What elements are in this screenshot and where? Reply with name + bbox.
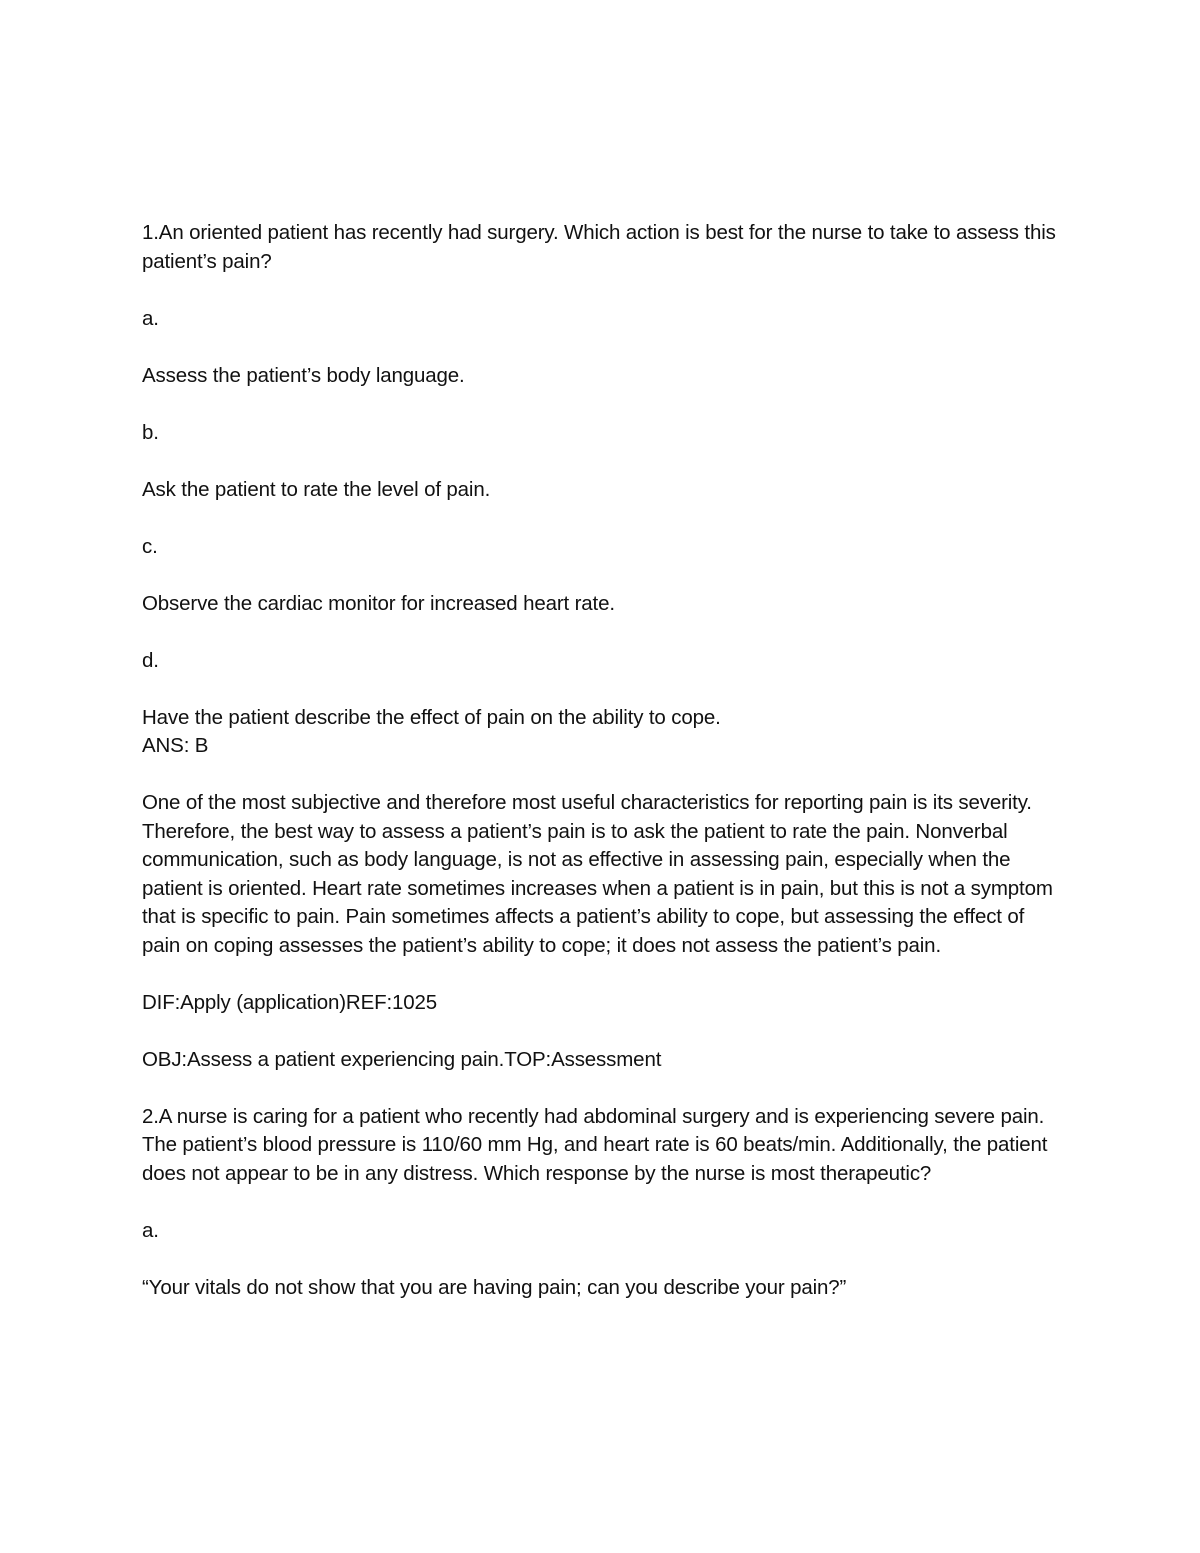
question-1-option-d-letter: d. [142, 648, 159, 672]
question-1-text: 1.An oriented patient has recently had surgery. Which action is best for the nurse to take to assess this patient’s pain? [142, 221, 1056, 273]
question-1-dif-ref: DIF:Apply (application)REF:1025 [142, 990, 438, 1014]
question-1-rationale: One of the most subjective and therefore most useful characteristics for reporting pain is its severity. Therefore, the best way to assess a patient’s pain is to ask the patient to rate the pain. Nonverbal communication, such as body language, is not as effective in assessing pain, especially when the patient is oriented. Heart rate sometimes increases when a patient is in pain, but this is not a symptom that is specific to pain. Pain sometimes affects a patient’s ability to cope, but assessing the effect of pain on coping assesses the patient’s ability to cope; it does not assess the patient’s pain. [142, 791, 1053, 957]
document-content [142, 219, 1062, 1331]
question-1-option-c-letter: c. [142, 534, 158, 558]
question-2-option-a-text: “Your vitals do not show that you are having pain; can you describe your pain?” [142, 1275, 847, 1299]
question-1-obj-top: OBJ:Assess a patient experiencing pain.TOP:Assessment [142, 1047, 662, 1071]
question-1-option-b-text: Ask the patient to rate the level of pain. [142, 477, 491, 501]
question-2-text: 2.A nurse is caring for a patient who recently had abdominal surgery and is experiencing severe pain. The patient’s blood pressure is 110/60 mm Hg, and heart rate is 60 beats/min. Additionally, the patient does not appear to be in any distress. Which response by the nurse is most therapeutic? [142, 1104, 1048, 1185]
question-1-option-b-letter: b. [142, 420, 159, 444]
question-1-option-d-text: Have the patient describe the effect of pain on the ability to cope. [142, 705, 721, 729]
question-2-option-a-letter: a. [142, 1218, 159, 1242]
question-1-option-a-text: Assess the patient’s body language. [142, 363, 465, 387]
question-1-option-a-letter: a. [142, 306, 159, 330]
question-1-option-c-text: Observe the cardiac monitor for increased heart rate. [142, 591, 615, 615]
question-1-answer: ANS: B [142, 734, 209, 757]
